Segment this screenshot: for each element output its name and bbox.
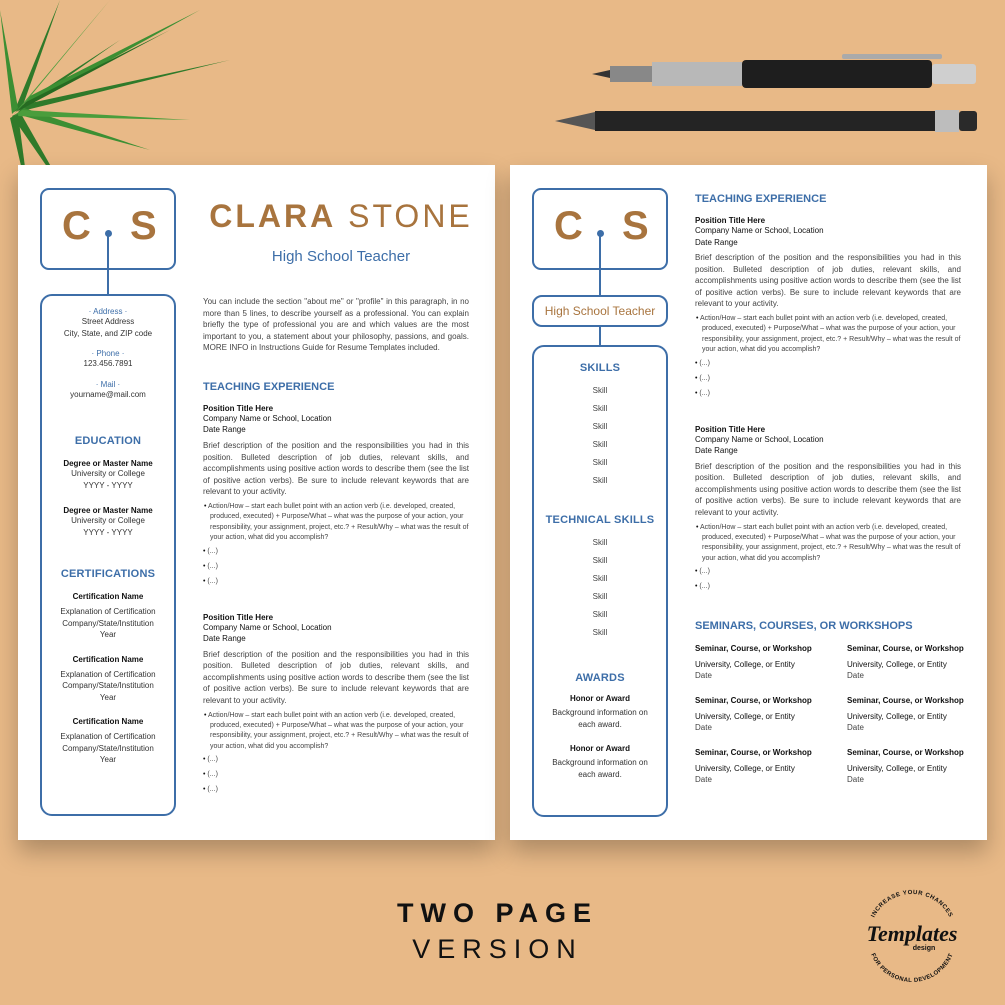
resume-name: [206, 198, 476, 235]
degree-years: YYYY - YYYY: [83, 527, 133, 537]
phone-label: · Phone ·: [91, 349, 125, 358]
position-description: Brief description of the position and the responsibilities you had in this position. Bulleted description of job duties, relevant skills, and accomplishments using positive action words to describe them (see the list of positive action verbs). Be sure to include relevant keywords that are relevant to your activity.: [695, 253, 961, 309]
footer-title-line1: TWO PAGE: [397, 898, 598, 928]
monogram-right: S: [130, 204, 157, 248]
position-company: Company Name or School, Location: [695, 226, 824, 235]
position-extra: • (...): [203, 767, 469, 782]
position-title: Position Title Here: [203, 403, 274, 413]
seminar-item: [695, 644, 847, 681]
monogram-right: S: [622, 204, 649, 248]
position-company: Company Name or School, Location: [203, 622, 332, 632]
position-bullet: • Action/How – start each bullet point with an action verb (i.e. developed, created, produced, executed) + Purpose/What – what was the purpose of your action, your responsibility, your assignment, project, etc.? + Result/Why – what was the result of your action, what did you accomplish?: [203, 711, 469, 753]
skill-item: Skill: [592, 592, 608, 601]
skill-item: Skill: [592, 538, 608, 547]
seminar-org: University, College, or Entity: [847, 764, 947, 774]
seminars-grid: [695, 644, 964, 785]
logo-sub: design: [912, 945, 936, 952]
certification-name: Certification Name: [72, 717, 144, 726]
logo-brand: Templates: [866, 921, 958, 946]
certification-year: Year: [99, 630, 117, 639]
position-extra: • (...): [203, 752, 469, 767]
award-line1: Background information on: [552, 708, 648, 717]
experience-heading: TEACHING EXPERIENCE: [203, 380, 335, 393]
connector-line: [599, 325, 601, 347]
degree-name: Degree or Master Name: [63, 506, 153, 515]
certification-year: Year: [99, 692, 117, 702]
degree-school: University or College: [71, 516, 145, 525]
award-item: [534, 694, 666, 730]
seminar-item: [847, 696, 967, 733]
experience-heading: TEACHING EXPERIENCE: [695, 193, 827, 205]
seminar-title: Seminar, Course, or Workshop: [695, 644, 812, 654]
position-dates: Date Range: [203, 425, 246, 435]
seminar-title: Seminar, Course, or Workshop: [695, 748, 812, 758]
position-bullet: • Action/How – start each bullet point with an action verb (i.e. developed, created, produced, executed) + Purpose/What – what was the purpose of your action, your responsibility, your assignment, project, etc.? + Result/Why – what was the result of your action, what did you accomplish?: [695, 523, 961, 565]
position-block: [203, 613, 469, 798]
position-company: Company Name or School, Location: [203, 413, 332, 423]
position-dates: Date Range: [203, 634, 246, 644]
name-first: CLARA: [209, 198, 337, 234]
seminar-item: [695, 748, 847, 785]
award-line2: each award.: [578, 719, 622, 729]
connector-line: [107, 235, 109, 295]
position-extra: • (...): [695, 356, 961, 371]
svg-text:FOR PERSONAL DEVELOPMENT: [869, 953, 954, 982]
skills-list: [534, 382, 666, 490]
seminar-date: Date: [695, 775, 712, 785]
seminar-item: [847, 748, 967, 785]
certification-line2: Company/State/Institution: [62, 743, 154, 753]
skill-item: Skill: [592, 422, 608, 431]
footer-title-line2: VERSION: [412, 934, 583, 964]
degree-name: Degree or Master Name: [63, 459, 153, 468]
main-column: [203, 296, 469, 797]
seminar-title: Seminar, Course, or Workshop: [847, 644, 964, 654]
skill-item: Skill: [592, 386, 608, 395]
seminar-date: Date: [695, 671, 712, 681]
seminars-heading: SEMINARS, COURSES, OR WORKSHOPS: [695, 620, 913, 633]
resume-page-2: [510, 165, 987, 840]
address-label: · Address ·: [88, 307, 128, 316]
job-title: High School Teacher: [271, 248, 411, 265]
position-bullet: • Action/How – start each bullet point with an action verb (i.e. developed, created, produced, executed) + Purpose/What – what was the purpose of your action, your responsibility, your assignment, project, etc.? + Result/Why – what was the result of your action, what did you accomplish?: [695, 314, 961, 356]
award-name: Honor or Award: [569, 694, 630, 703]
skill-item: Skill: [592, 440, 608, 449]
position-company: Company Name or School, Location: [695, 434, 824, 444]
position-block: [695, 425, 961, 595]
skill-item: Skill: [592, 610, 608, 619]
seminar-org: University, College, or Entity: [847, 660, 947, 670]
name-last: STONE: [348, 198, 473, 234]
certification-item: [42, 592, 174, 641]
position-block: [695, 216, 961, 401]
seminar-item: [695, 696, 847, 733]
skill-item: Skill: [592, 404, 608, 413]
certification-line2: Company/State/Institution: [62, 618, 154, 628]
certification-line1: Explanation of Certification: [60, 607, 156, 616]
seminar-org: University, College, or Entity: [695, 660, 795, 670]
education-item: [42, 506, 174, 538]
monogram-left: C: [62, 204, 91, 248]
certification-name: Certification Name: [72, 592, 144, 601]
address-line1: Street Address: [81, 317, 135, 326]
position-extra: • (...): [203, 544, 469, 559]
position-title: Position Title Here: [695, 424, 766, 434]
certification-line1: Explanation of Certification: [60, 732, 156, 741]
skill-item: Skill: [592, 628, 608, 637]
connector-line: [599, 235, 601, 297]
position-bullet: • Action/How – start each bullet point with an action verb (i.e. developed, created, produced, executed) + Purpose/What – what was the purpose of your action, your responsibility, your assignment, project, etc.? + Result/Why – what was the result of your action, what did you accomplish?: [203, 502, 469, 544]
technical-skills-list: [534, 534, 666, 642]
seminar-date: Date: [847, 723, 864, 733]
seminar-item: [847, 644, 967, 681]
logo-ring-top: INCREASE YOUR CHANCES: [870, 889, 954, 919]
pencil-decoration: [555, 106, 980, 136]
certifications-heading: CERTIFICATIONS: [60, 568, 156, 580]
certification-line1: Explanation of Certification: [60, 669, 156, 679]
position-dates: Date Range: [695, 446, 738, 456]
main-column: [695, 193, 964, 785]
seminar-date: Date: [847, 775, 864, 785]
seminar-date: Date: [847, 671, 864, 681]
awards-heading: AWARDS: [575, 672, 625, 684]
technical-skills-heading: TECHNICAL SKILLS: [545, 514, 655, 526]
monogram-left: C: [554, 204, 583, 248]
position-extra: • (...): [695, 579, 961, 594]
position-description: Brief description of the position and the responsibilities you had in this position. Bulleted description of job duties, relevant skills, and accomplishments using positive action words to describe them (see the list of positive action verbs). Be sure to include relevant keywords that are relevant to your activity.: [695, 461, 961, 517]
seminar-title: Seminar, Course, or Workshop: [847, 696, 964, 706]
mail-value: yourname@mail.com: [70, 389, 146, 399]
certification-name: Certification Name: [72, 654, 144, 664]
sidebar-box: [532, 345, 668, 817]
award-item: [534, 744, 666, 780]
certification-line2: Company/State/Institution: [62, 681, 154, 690]
seminar-org: University, College, or Entity: [695, 712, 795, 722]
profile-paragraph: You can include the section "about me" or "profile" in this paragraph, in no more than 5 lines, to describe yourself as a professional. You can explain briefly the type of professional you are and which values are the most important to you, a statement about your philosophy, passions, and goals. MORE INFO in Instructions Guide for Resume Templates included.: [203, 297, 469, 353]
phone-value: 123.456.7891: [83, 359, 133, 368]
address-line2: City, State, and ZIP code: [63, 328, 153, 338]
skill-item: Skill: [592, 556, 608, 565]
mail-label: · Mail ·: [95, 379, 121, 389]
logo-ring-bottom: FOR PERSONAL DEVELOPMENT: [869, 952, 955, 982]
position-dates: Date Range: [695, 237, 738, 247]
position-extra: • (...): [695, 371, 961, 386]
skills-heading: SKILLS: [579, 362, 621, 374]
certification-item: [42, 717, 174, 766]
degree-school: University or College: [71, 469, 145, 478]
sidebar-box: [40, 294, 176, 816]
seminar-title: Seminar, Course, or Workshop: [695, 696, 812, 706]
templates-design-logo: [852, 886, 972, 982]
job-title-pill: High School Teacher: [532, 295, 668, 327]
position-title: Position Title Here: [695, 216, 766, 225]
resume-page-1: [18, 165, 495, 840]
skill-item: Skill: [592, 476, 608, 485]
position-title: Position Title Here: [203, 612, 274, 622]
svg-text:INCREASE YOUR CHANCES: [871, 890, 954, 919]
degree-years: YYYY - YYYY: [83, 480, 133, 490]
skill-item: Skill: [592, 458, 608, 467]
award-name: Honor or Award: [569, 744, 630, 753]
seminar-title: Seminar, Course, or Workshop: [847, 748, 964, 758]
seminar-org: University, College, or Entity: [695, 764, 795, 774]
education-heading: EDUCATION: [74, 435, 142, 447]
position-description: Brief description of the position and the responsibilities you had in this position. Bulleted description of job duties, relevant skills, and accomplishments using positive action words to describe them (see the list of positive action verbs). Be sure to include relevant keywords that are relevant to your activity.: [203, 649, 469, 705]
pen-decoration: [592, 52, 982, 96]
position-extra: • (...): [203, 559, 469, 574]
position-extra: • (...): [695, 564, 961, 579]
position-description: Brief description of the position and the responsibilities you had in this position. Bulleted description of job duties, relevant skills, and accomplishments using positive action words to describe them (see the list of positive action verbs). Be sure to include relevant keywords that are relevant to your activity.: [203, 440, 469, 497]
seminar-date: Date: [695, 723, 712, 733]
education-item: [42, 459, 174, 491]
skill-item: Skill: [592, 574, 608, 583]
certification-year: Year: [99, 755, 117, 764]
position-extra: • (...): [203, 574, 469, 589]
seminar-org: University, College, or Entity: [847, 712, 947, 722]
position-block: [203, 404, 469, 589]
award-line1: Background information on: [552, 758, 648, 767]
certification-item: [42, 655, 174, 704]
position-extra: • (...): [695, 386, 961, 401]
award-line2: each award.: [578, 769, 622, 779]
position-extra: • (...): [203, 782, 469, 797]
